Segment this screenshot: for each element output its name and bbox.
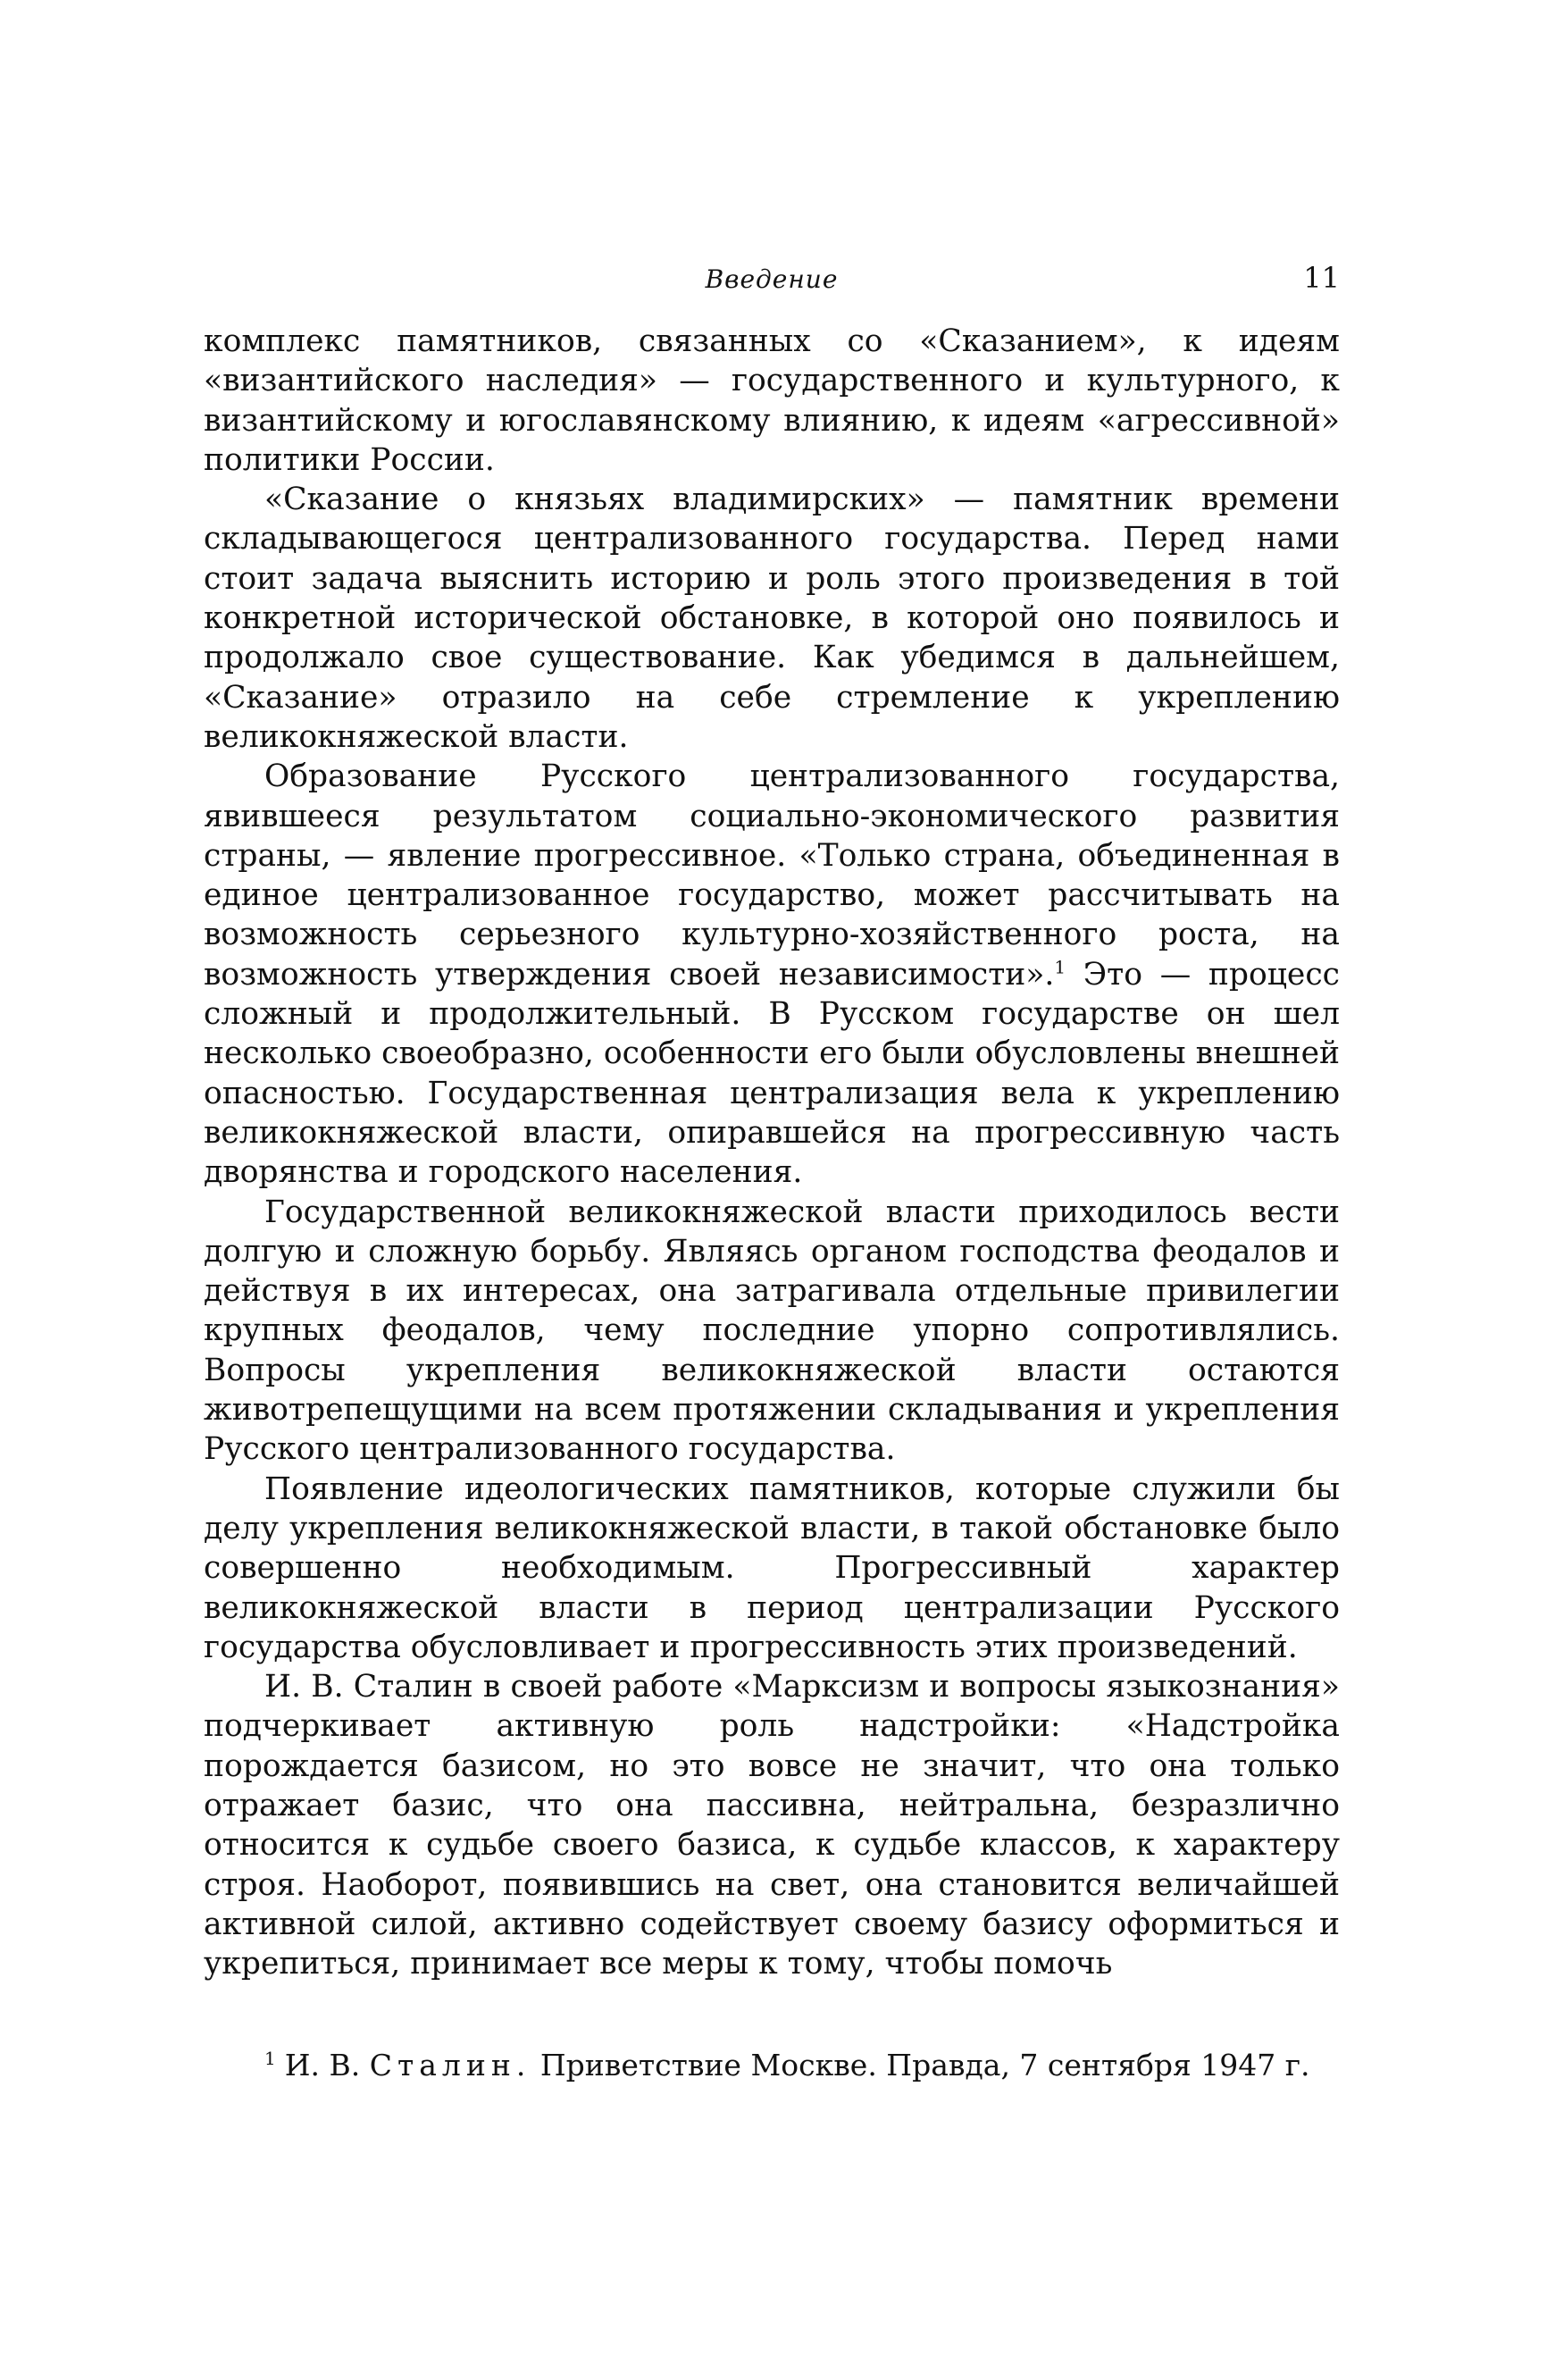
paragraph-text: Это — процесс сложный и продолжительный. В Русском государстве он шел несколько своеобразно, особенности его были обусловлены внешней опасностью. Государственная централизация вела к укреплению великокняжеской власти, опиравшейся на прогрессивную часть дворянства и городского населения.: [204, 956, 1340, 1191]
footnote-reference: 1: [1054, 956, 1066, 978]
paragraph: Появление идеологических памятников, которые служили бы делу укрепления великокняжеской власти, в такой обстановке было совершенно необходимым. Прогрессивный характер великокняжеской власти в период централизации Русского государства обусловливает и прогрессивность этих произведений.: [204, 1471, 1340, 1665]
paragraph: [204, 757, 1340, 1192]
footnote-mark: 1: [264, 2048, 276, 2070]
page-number: 11: [1303, 261, 1340, 295]
footnote-source: Приветствие Москве. Правда, 7 сентября 1947 г.: [539, 2048, 1310, 2083]
footnote: [204, 2039, 1340, 2085]
footnote-author: Сталин.: [369, 2048, 531, 2083]
paragraph-text: Образование Русского централизованного государства, явившееся результатом социально-экономического развития страны, — явление прогрессивное. «Только страна, объединенная в единое централизованное государство, может рассчитывать на возможность серьезного культурно-хозяйственного роста, на возможность утверждения своей независимости».: [204, 758, 1340, 993]
running-head: [204, 261, 1340, 297]
book-page: [204, 261, 1340, 2085]
paragraph: И. В. Сталин в своей работе «Марксизм и вопросы языкознания» подчеркивает активную роль надстройки: «Надстройка порождается базисом, но это вовсе не значит, что она только отражает базис, что она пассивна, нейтральна, безразлично относится к судьбе своего базиса, к судьбе классов, к характеру строя. Наоборот, появившись на свет, она становится величайшей активной силой, активно содействует своему базису оформиться и укрепиться, принимает все меры к тому, чтобы помочь: [204, 1669, 1340, 1982]
footnotes: [204, 2039, 1340, 2085]
paragraph: «Сказание о князьях владимирских» — памятник времени складывающегося централизованного государства. Перед нами стоит задача выяснить историю и роль этого произведения в той конкретной исторической обстановке, в которой оно появилось и продолжало свое существование. Как убедимся в дальнейшем, «Сказание» отразило на себе стремление к укреплению великокняжеской власти.: [204, 482, 1340, 755]
paragraph-continued: комплекс памятников, связанных со «Сказанием», к идеям «византийского наследия» — государственного и культурного, к византийскому и югославянскому влиянию, к идеям «агрессивной» политики России.: [204, 323, 1340, 478]
body-text: [204, 322, 1340, 1983]
running-title: Введение: [705, 264, 839, 294]
footnote-initials: И. В.: [284, 2048, 361, 2083]
paragraph: Государственной великокняжеской власти приходилось вести долгую и сложную борьбу. Являясь органом господства феодалов и действуя в их интересах, она затрагивала отдельные привилегии крупных феодалов, чему последние упорно сопротивлялись. Вопросы укрепления великокняжеской власти остаются животрепещущими на всем протяжении складывания и укрепления Русского централизованного государства.: [204, 1194, 1340, 1468]
